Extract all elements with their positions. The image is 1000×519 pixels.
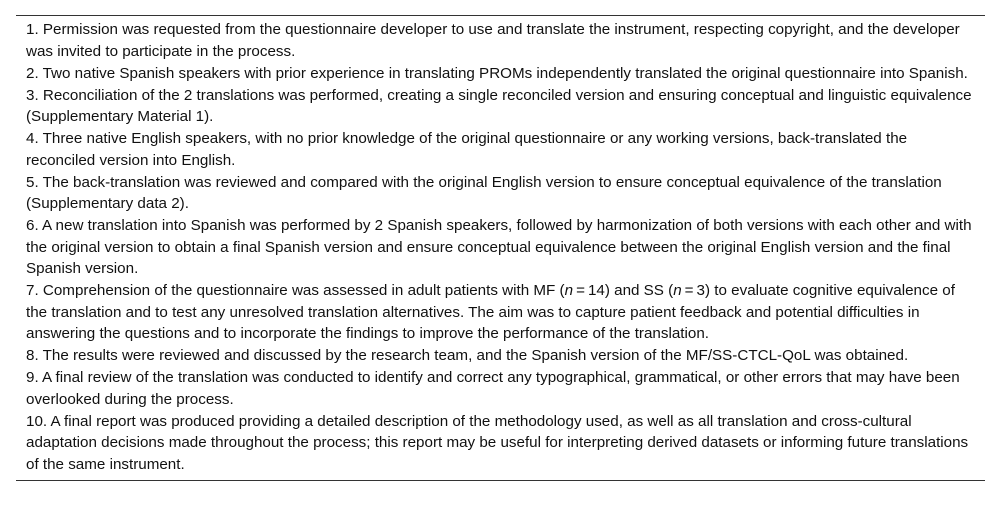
step-7-suffix: ) to evaluate cognitive equivalence of the translation and to test any unresolved translation alternatives. The aim was to capture patient feedback and potential difficulties in answering the questions and to incorporate the findings to improve the performance of the translation. xyxy=(26,282,955,342)
step-4: 4. Three native English speakers, with no prior knowledge of the original questionnaire or any working versions, back-translated the reconciled version into English. xyxy=(26,130,908,169)
step-7-equals-mf: = xyxy=(576,282,585,299)
translation-steps-table xyxy=(16,15,985,481)
step-7-value-ss: 3 xyxy=(696,282,705,299)
step-7-value-mf: 14 xyxy=(587,282,605,299)
step-9: 9. A final review of the translation was conducted to identify and correct any typographical, grammatical, or other errors that may have been overlooked during the process. xyxy=(26,369,960,408)
step-7-equals-ss: = xyxy=(684,282,694,299)
step-6: 6. A new translation into Spanish was performed by 2 Spanish speakers, followed by harmonization of both versions with each other and with the original version to obtain a final Spanish version and ensure conceptual equivalence between the original English version and the final Spanish version. xyxy=(26,217,972,277)
step-1: 1. Permission was requested from the questionnaire developer to use and translate the instrument, respecting copyright, and the developer was invited to participate in the process. xyxy=(26,21,960,60)
step-5: 5. The back-translation was reviewed and compared with the original English version to ensure conceptual equivalence of the translation (Supplementary data 2). xyxy=(26,173,942,212)
step-7-mid: ) and SS ( xyxy=(604,282,674,299)
step-7 xyxy=(26,280,975,345)
step-7-n-mf: n xyxy=(564,282,574,299)
step-7-n-ss: n xyxy=(673,282,682,299)
step-8: 8. The results were reviewed and discussed by the research team, and the Spanish version of the MF/SS-CTCL-QoL was obtained. xyxy=(26,347,909,364)
step-2: 2. Two native Spanish speakers with prior experience in translating PROMs independently translated the original questionnaire into Spanish. xyxy=(26,64,968,82)
step-7-prefix: 7. Comprehension of the questionnaire was assessed in adult patients with MF ( xyxy=(26,282,565,299)
step-3: 3. Reconciliation of the 2 translations was performed, creating a single reconciled version and ensuring conceptual and linguistic equivalence (Supplementary Material 1). xyxy=(26,86,972,125)
step-10: 10. A final report was produced providing a detailed description of the methodology used, as well as all translation and cross-cultural adaptation decisions made throughout the process; this report may be useful for interpreting derived datasets or informing future translations of the same instrument. xyxy=(26,412,969,473)
